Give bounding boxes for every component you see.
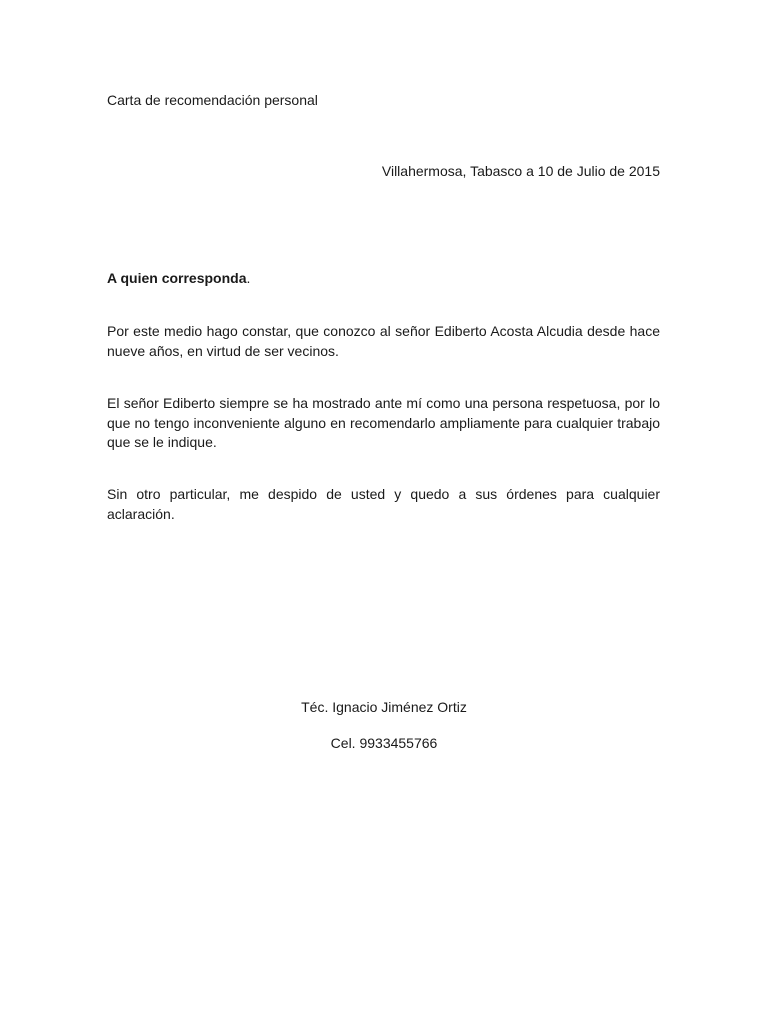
paragraph-1: Por este medio hago constar, que conozco al señor Ediberto Acosta Alcudia desde hace nueve años, en virtud de ser vecinos.	[107, 323, 660, 359]
signature-name: Téc. Ignacio Jiménez Ortiz	[301, 699, 467, 715]
signature-phone: Cel. 9933455766	[330, 735, 438, 751]
paragraph-3: Sin otro particular, me despido de usted y quedo a sus órdenes para cualquier aclaración.	[107, 486, 660, 522]
place-date: Villahermosa, Tabasco a 10 de Julio de 2015	[381, 163, 660, 179]
salutation-text: A quien corresponda	[107, 270, 247, 286]
paragraph-2: El señor Ediberto siempre se ha mostrado ante mí como una persona respetuosa, por lo que no tengo inconveniente alguno en recomendarlo ampliamente para cualquier trabajo que se le indique.	[107, 395, 660, 450]
salutation-punctuation: .	[246, 270, 251, 286]
salutation	[107, 269, 660, 289]
letter-title: Carta de recomendación personal	[107, 92, 318, 108]
